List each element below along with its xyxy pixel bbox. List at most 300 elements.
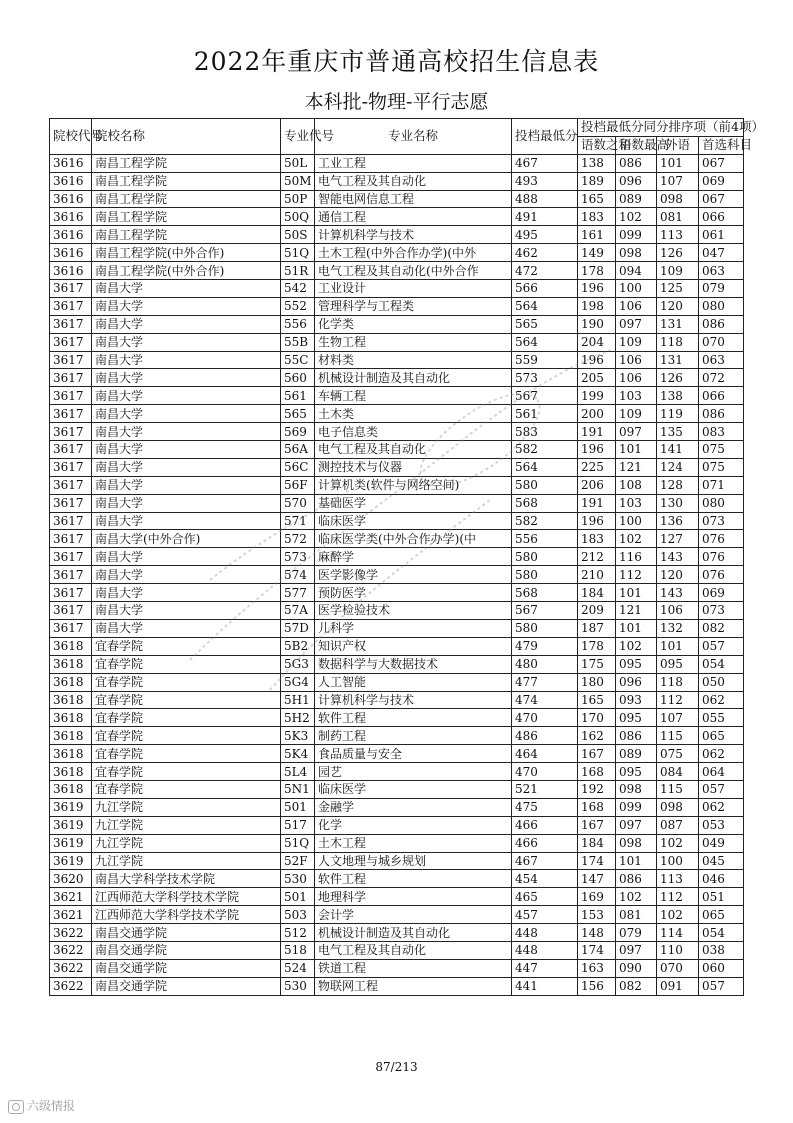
school-name-cell: 南昌大学 — [92, 333, 281, 351]
table-row — [50, 637, 744, 655]
school-code-cell: 3616 — [50, 244, 92, 262]
lang-math-sum-cell: 178 — [578, 637, 616, 655]
school-code-cell: 3619 — [50, 798, 92, 816]
header-major-name: 专业名称 — [315, 119, 512, 155]
table-row — [50, 602, 744, 620]
major-code-cell: 5L4 — [281, 763, 315, 781]
lang-math-sum-cell: 210 — [578, 566, 616, 584]
table-row — [50, 172, 744, 190]
school-name-cell: 宜春学院 — [92, 691, 281, 709]
min-score-cell: 580 — [512, 619, 578, 637]
min-score-cell: 480 — [512, 655, 578, 673]
lang-math-max-cell: 086 — [616, 870, 657, 888]
major-code-cell: 5N1 — [281, 780, 315, 798]
major-name-cell: 管理科学与工程类 — [315, 297, 512, 315]
major-code-cell: 5G3 — [281, 655, 315, 673]
lang-math-sum-cell: 196 — [578, 512, 616, 530]
school-code-cell: 3617 — [50, 369, 92, 387]
school-name-cell: 南昌交通学院 — [92, 977, 281, 995]
header-min-score: 投档最低分 — [512, 119, 578, 155]
lang-math-sum-cell: 190 — [578, 315, 616, 333]
lang-math-max-cell: 086 — [616, 727, 657, 745]
min-score-cell: 565 — [512, 315, 578, 333]
major-name-cell: 医学检验技术 — [315, 602, 512, 620]
major-code-cell: 560 — [281, 369, 315, 387]
major-name-cell: 智能电网信息工程 — [315, 190, 512, 208]
major-code-cell: 524 — [281, 959, 315, 977]
lang-math-sum-cell: 161 — [578, 226, 616, 244]
foreign-cell: 132 — [657, 619, 699, 637]
lang-math-max-cell: 095 — [616, 655, 657, 673]
school-code-cell: 3618 — [50, 780, 92, 798]
min-score-cell: 457 — [512, 906, 578, 924]
lang-math-sum-cell: 165 — [578, 190, 616, 208]
table-row — [50, 244, 744, 262]
min-score-cell: 580 — [512, 476, 578, 494]
school-code-cell: 3617 — [50, 387, 92, 405]
first-subject-cell: 057 — [699, 637, 744, 655]
lang-math-max-cell: 109 — [616, 405, 657, 423]
table-row — [50, 280, 744, 298]
lang-math-max-cell: 121 — [616, 602, 657, 620]
major-code-cell: 501 — [281, 798, 315, 816]
first-subject-cell: 075 — [699, 441, 744, 459]
school-code-cell: 3617 — [50, 423, 92, 441]
table-row — [50, 494, 744, 512]
school-code-cell: 3617 — [50, 512, 92, 530]
first-subject-cell: 082 — [699, 619, 744, 637]
min-score-cell: 559 — [512, 351, 578, 369]
major-code-cell: 50Q — [281, 208, 315, 226]
school-name-cell: 南昌大学 — [92, 584, 281, 602]
foreign-cell: 107 — [657, 172, 699, 190]
first-subject-cell: 061 — [699, 226, 744, 244]
school-name-cell: 宜春学院 — [92, 763, 281, 781]
school-code-cell: 3617 — [50, 494, 92, 512]
school-code-cell: 3618 — [50, 727, 92, 745]
major-code-cell: 5H1 — [281, 691, 315, 709]
header-major-code: 专业代号 — [281, 119, 315, 155]
first-subject-cell: 062 — [699, 745, 744, 763]
lang-math-sum-cell: 183 — [578, 208, 616, 226]
table-row — [50, 584, 744, 602]
first-subject-cell: 073 — [699, 512, 744, 530]
lang-math-sum-cell: 209 — [578, 602, 616, 620]
table-row — [50, 727, 744, 745]
table-row — [50, 315, 744, 333]
min-score-cell: 580 — [512, 566, 578, 584]
table-row — [50, 977, 744, 995]
major-name-cell: 人工智能 — [315, 673, 512, 691]
foreign-cell: 125 — [657, 280, 699, 298]
table-row — [50, 852, 744, 870]
school-code-cell: 3617 — [50, 602, 92, 620]
foreign-cell: 135 — [657, 423, 699, 441]
major-code-cell: 565 — [281, 405, 315, 423]
school-name-cell: 南昌大学 — [92, 441, 281, 459]
major-name-cell: 通信工程 — [315, 208, 512, 226]
table-row — [50, 190, 744, 208]
school-name-cell: 南昌工程学院 — [92, 208, 281, 226]
lang-math-sum-cell: 153 — [578, 906, 616, 924]
header-lang-math-sum: 语数之和 — [578, 136, 616, 154]
foreign-cell: 098 — [657, 190, 699, 208]
major-name-cell: 园艺 — [315, 763, 512, 781]
first-subject-cell: 064 — [699, 763, 744, 781]
school-name-cell: 南昌大学 — [92, 351, 281, 369]
lang-math-max-cell: 112 — [616, 566, 657, 584]
major-code-cell: 5H2 — [281, 709, 315, 727]
lang-math-sum-cell: 189 — [578, 172, 616, 190]
major-name-cell: 化学 — [315, 816, 512, 834]
lang-math-max-cell: 102 — [616, 888, 657, 906]
camera-icon — [8, 1100, 24, 1114]
lang-math-max-cell: 106 — [616, 351, 657, 369]
school-name-cell: 宜春学院 — [92, 727, 281, 745]
lang-math-max-cell: 103 — [616, 494, 657, 512]
page-title: 2022年重庆市普通高校招生信息表 — [193, 47, 600, 76]
first-subject-cell: 086 — [699, 405, 744, 423]
min-score-cell: 488 — [512, 190, 578, 208]
school-code-cell: 3617 — [50, 351, 92, 369]
lang-math-max-cell: 097 — [616, 315, 657, 333]
admission-table — [49, 118, 764, 996]
min-score-cell: 491 — [512, 208, 578, 226]
foreign-cell: 138 — [657, 387, 699, 405]
first-subject-cell: 066 — [699, 387, 744, 405]
major-name-cell: 软件工程 — [315, 870, 512, 888]
school-name-cell: 南昌工程学院 — [92, 226, 281, 244]
lang-math-max-cell: 093 — [616, 691, 657, 709]
major-code-cell: 5K4 — [281, 745, 315, 763]
major-code-cell: 52F — [281, 852, 315, 870]
first-subject-cell: 086 — [699, 315, 744, 333]
lang-math-sum-cell: 191 — [578, 423, 616, 441]
major-name-cell: 儿科学 — [315, 619, 512, 637]
foreign-cell: 098 — [657, 798, 699, 816]
foreign-cell: 100 — [657, 852, 699, 870]
lang-math-max-cell: 121 — [616, 458, 657, 476]
foreign-cell: 118 — [657, 673, 699, 691]
major-code-cell: 561 — [281, 387, 315, 405]
major-name-cell: 电气工程及其自动化 — [315, 441, 512, 459]
school-code-cell: 3622 — [50, 941, 92, 959]
table-row — [50, 655, 744, 673]
first-subject-cell: 065 — [699, 906, 744, 924]
lang-math-max-cell: 102 — [616, 208, 657, 226]
major-code-cell: 5B2 — [281, 637, 315, 655]
first-subject-cell: 076 — [699, 548, 744, 566]
major-name-cell: 机械设计制造及其自动化 — [315, 924, 512, 942]
first-subject-cell: 050 — [699, 673, 744, 691]
lang-math-sum-cell: 225 — [578, 458, 616, 476]
table-row — [50, 870, 744, 888]
foreign-cell: 126 — [657, 369, 699, 387]
table-row — [50, 816, 744, 834]
lang-math-max-cell: 101 — [616, 619, 657, 637]
min-score-cell: 466 — [512, 816, 578, 834]
major-code-cell: 570 — [281, 494, 315, 512]
school-name-cell: 南昌大学 — [92, 566, 281, 584]
foreign-cell: 120 — [657, 297, 699, 315]
lang-math-sum-cell: 212 — [578, 548, 616, 566]
school-name-cell: 九江学院 — [92, 816, 281, 834]
lang-math-sum-cell: 184 — [578, 834, 616, 852]
major-code-cell: 50M — [281, 172, 315, 190]
first-subject-cell: 054 — [699, 924, 744, 942]
major-name-cell: 临床医学 — [315, 512, 512, 530]
school-name-cell: 宜春学院 — [92, 637, 281, 655]
school-name-cell: 九江学院 — [92, 834, 281, 852]
lang-math-sum-cell: 174 — [578, 852, 616, 870]
foreign-cell: 119 — [657, 405, 699, 423]
first-subject-cell: 060 — [699, 959, 744, 977]
foreign-cell: 136 — [657, 512, 699, 530]
table-row — [50, 423, 744, 441]
lang-math-sum-cell: 168 — [578, 763, 616, 781]
major-name-cell: 临床医学 — [315, 780, 512, 798]
school-code-cell: 3619 — [50, 816, 92, 834]
min-score-cell: 582 — [512, 441, 578, 459]
major-name-cell: 测控技术与仪器 — [315, 458, 512, 476]
min-score-cell: 568 — [512, 584, 578, 602]
first-subject-cell: 047 — [699, 244, 744, 262]
major-code-cell: 50P — [281, 190, 315, 208]
major-name-cell: 医学影像学 — [315, 566, 512, 584]
foreign-cell: 127 — [657, 530, 699, 548]
table-row — [50, 619, 744, 637]
school-name-cell: 南昌工程学院(中外合作) — [92, 262, 281, 280]
table-row — [50, 745, 744, 763]
foreign-cell: 110 — [657, 941, 699, 959]
school-name-cell: 南昌大学 — [92, 494, 281, 512]
first-subject-cell: 071 — [699, 476, 744, 494]
table-row — [50, 798, 744, 816]
lang-math-max-cell: 109 — [616, 333, 657, 351]
min-score-cell: 467 — [512, 154, 578, 172]
foreign-cell: 107 — [657, 709, 699, 727]
lang-math-max-cell: 082 — [616, 977, 657, 995]
first-subject-cell: 083 — [699, 423, 744, 441]
lang-math-sum-cell: 147 — [578, 870, 616, 888]
major-name-cell: 生物工程 — [315, 333, 512, 351]
major-name-cell: 铁道工程 — [315, 959, 512, 977]
school-name-cell: 南昌工程学院(中外合作) — [92, 244, 281, 262]
table-row — [50, 351, 744, 369]
school-code-cell: 3617 — [50, 333, 92, 351]
lang-math-sum-cell: 149 — [578, 244, 616, 262]
lang-math-max-cell: 097 — [616, 816, 657, 834]
major-name-cell: 化学类 — [315, 315, 512, 333]
lang-math-max-cell: 089 — [616, 745, 657, 763]
major-name-cell: 预防医学 — [315, 584, 512, 602]
first-subject-cell: 067 — [699, 154, 744, 172]
school-code-cell: 3622 — [50, 924, 92, 942]
lang-math-max-cell: 102 — [616, 530, 657, 548]
min-score-cell: 467 — [512, 852, 578, 870]
school-name-cell: 南昌大学 — [92, 387, 281, 405]
lang-math-max-cell: 095 — [616, 709, 657, 727]
school-code-cell: 3617 — [50, 584, 92, 602]
lang-math-max-cell: 098 — [616, 780, 657, 798]
table-row — [50, 387, 744, 405]
school-name-cell: 南昌交通学院 — [92, 941, 281, 959]
lang-math-sum-cell: 205 — [578, 369, 616, 387]
major-code-cell: 556 — [281, 315, 315, 333]
foreign-cell: 081 — [657, 208, 699, 226]
major-code-cell: 512 — [281, 924, 315, 942]
lang-math-sum-cell: 178 — [578, 262, 616, 280]
lang-math-max-cell: 096 — [616, 673, 657, 691]
min-score-cell: 465 — [512, 888, 578, 906]
first-subject-cell: 057 — [699, 977, 744, 995]
major-code-cell: 530 — [281, 870, 315, 888]
first-subject-cell: 051 — [699, 888, 744, 906]
school-code-cell: 3616 — [50, 262, 92, 280]
lang-math-sum-cell: 196 — [578, 351, 616, 369]
foreign-cell: 084 — [657, 763, 699, 781]
first-subject-cell: 066 — [699, 208, 744, 226]
lang-math-sum-cell: 192 — [578, 780, 616, 798]
school-code-cell: 3618 — [50, 673, 92, 691]
lang-math-sum-cell: 169 — [578, 888, 616, 906]
major-name-cell: 数据科学与大数据技术 — [315, 655, 512, 673]
major-name-cell: 麻醉学 — [315, 548, 512, 566]
header-foreign: 外语 — [657, 136, 699, 154]
major-name-cell: 车辆工程 — [315, 387, 512, 405]
school-code-cell: 3617 — [50, 315, 92, 333]
table-row — [50, 709, 744, 727]
first-subject-cell: 038 — [699, 941, 744, 959]
table-row — [50, 369, 744, 387]
first-subject-cell: 063 — [699, 351, 744, 369]
min-score-cell: 521 — [512, 780, 578, 798]
lang-math-max-cell: 102 — [616, 637, 657, 655]
min-score-cell: 564 — [512, 297, 578, 315]
first-subject-cell: 049 — [699, 834, 744, 852]
major-code-cell: 50S — [281, 226, 315, 244]
lang-math-sum-cell: 206 — [578, 476, 616, 494]
min-score-cell: 568 — [512, 494, 578, 512]
lang-math-max-cell: 098 — [616, 834, 657, 852]
school-name-cell: 南昌大学 — [92, 405, 281, 423]
foreign-cell: 143 — [657, 548, 699, 566]
school-name-cell: 南昌大学 — [92, 280, 281, 298]
page-subtitle: 本科批-物理-平行志愿 — [304, 91, 489, 113]
min-score-cell: 493 — [512, 172, 578, 190]
school-code-cell: 3619 — [50, 852, 92, 870]
lang-math-sum-cell: 170 — [578, 709, 616, 727]
school-code-cell: 3618 — [50, 763, 92, 781]
table-row — [50, 566, 744, 584]
school-name-cell: 南昌大学 — [92, 619, 281, 637]
school-code-cell: 3617 — [50, 405, 92, 423]
min-score-cell: 470 — [512, 709, 578, 727]
foreign-cell: 130 — [657, 494, 699, 512]
first-subject-cell: 075 — [699, 458, 744, 476]
major-code-cell: 571 — [281, 512, 315, 530]
min-score-cell: 441 — [512, 977, 578, 995]
min-score-cell: 582 — [512, 512, 578, 530]
major-code-cell: 57D — [281, 619, 315, 637]
table-row — [50, 512, 744, 530]
school-code-cell: 3618 — [50, 709, 92, 727]
school-code-cell: 3616 — [50, 208, 92, 226]
school-code-cell: 3622 — [50, 977, 92, 995]
table-row — [50, 530, 744, 548]
major-name-cell: 物联网工程 — [315, 977, 512, 995]
min-score-cell: 464 — [512, 745, 578, 763]
school-code-cell: 3618 — [50, 655, 92, 673]
lang-math-sum-cell: 167 — [578, 745, 616, 763]
major-code-cell: 56F — [281, 476, 315, 494]
major-name-cell: 金融学 — [315, 798, 512, 816]
foreign-cell: 075 — [657, 745, 699, 763]
major-name-cell: 计算机科学与技术 — [315, 691, 512, 709]
first-subject-cell: 055 — [699, 709, 744, 727]
lang-math-sum-cell: 156 — [578, 977, 616, 995]
school-name-cell: 南昌工程学院 — [92, 154, 281, 172]
school-name-cell: 宜春学院 — [92, 745, 281, 763]
major-code-cell: 51Q — [281, 244, 315, 262]
major-code-cell: 51Q — [281, 834, 315, 852]
foreign-cell: 109 — [657, 262, 699, 280]
school-code-cell: 3621 — [50, 888, 92, 906]
school-name-cell: 江西师范大学科学技术学院 — [92, 888, 281, 906]
min-score-cell: 477 — [512, 673, 578, 691]
header-school-name: 院校名称 — [92, 119, 281, 155]
min-score-cell: 567 — [512, 602, 578, 620]
lang-math-max-cell: 086 — [616, 154, 657, 172]
lang-math-max-cell: 108 — [616, 476, 657, 494]
school-code-cell: 3617 — [50, 280, 92, 298]
school-name-cell: 宜春学院 — [92, 673, 281, 691]
major-code-cell: 55B — [281, 333, 315, 351]
lang-math-sum-cell: 180 — [578, 673, 616, 691]
school-name-cell: 南昌大学 — [92, 458, 281, 476]
table-row — [50, 941, 744, 959]
lang-math-max-cell: 079 — [616, 924, 657, 942]
school-name-cell: 南昌大学 — [92, 476, 281, 494]
min-score-cell: 448 — [512, 941, 578, 959]
foreign-cell: 112 — [657, 691, 699, 709]
lang-math-max-cell: 100 — [616, 280, 657, 298]
school-code-cell: 3617 — [50, 566, 92, 584]
school-code-cell: 3618 — [50, 691, 92, 709]
major-name-cell: 计算机科学与技术 — [315, 226, 512, 244]
school-code-cell: 3617 — [50, 441, 92, 459]
major-name-cell: 知识产权 — [315, 637, 512, 655]
lang-math-sum-cell: 163 — [578, 959, 616, 977]
table-row — [50, 888, 744, 906]
major-name-cell: 土木工程(中外合作办学)(中外 — [315, 244, 512, 262]
lang-math-sum-cell: 165 — [578, 691, 616, 709]
major-code-cell: 574 — [281, 566, 315, 584]
first-subject-cell: 046 — [699, 870, 744, 888]
first-subject-cell: 069 — [699, 584, 744, 602]
major-name-cell: 人文地理与城乡规划 — [315, 852, 512, 870]
major-code-cell: 51R — [281, 262, 315, 280]
first-subject-cell: 069 — [699, 172, 744, 190]
school-code-cell: 3617 — [50, 476, 92, 494]
major-name-cell: 机械设计制造及其自动化 — [315, 369, 512, 387]
school-code-cell: 3618 — [50, 745, 92, 763]
school-name-cell: 南昌大学 — [92, 297, 281, 315]
foreign-cell: 091 — [657, 977, 699, 995]
lang-math-max-cell: 103 — [616, 387, 657, 405]
table-row — [50, 906, 744, 924]
lang-math-sum-cell: 184 — [578, 584, 616, 602]
